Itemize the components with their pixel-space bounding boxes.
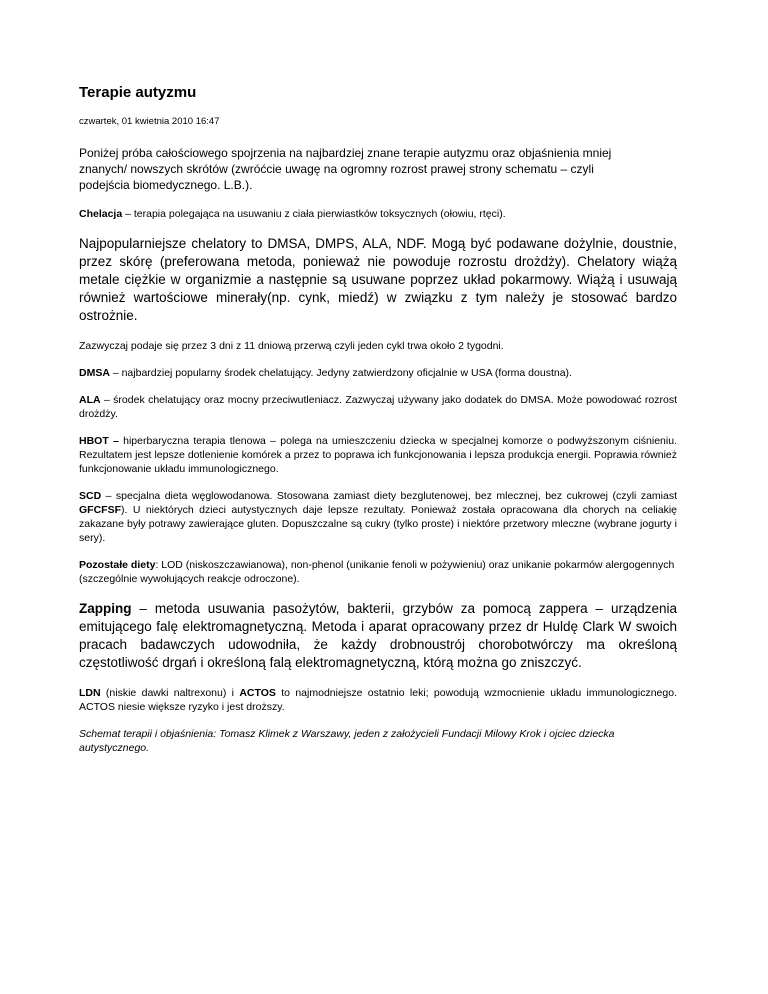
ldn-text-after: to najmodniejsze ostatnio leki; powodują wzmocnienie układu immunologicznego. ACTOS niesie większe ryzyko i jest droższy. <box>79 687 677 713</box>
footer-credit: Schemat terapii i objaśnienia: Tomasz Klimek z Warszawy, jeden z założycieli Fundacji Milowy Krok i ojciec dziecka autystycznego. <box>79 728 615 754</box>
hbot-text: hiperbaryczna terapia tlenowa – polega na umieszczeniu dziecka w specjalnej komorze o podwyższonym ciśnieniu. Rezultatem jest lepsze dotlenienie komórek a przez to poprawa ich funkcjonowania i lepsza produkcja energii. Poprawia również funkcjonowanie układu immunologicznego. <box>79 435 677 475</box>
hbot-paragraph <box>79 434 677 476</box>
ala-term: ALA <box>79 394 101 406</box>
scd-text-before: – specjalna dieta węglowodanowa. Stosowana zamiast diety bezglutenowej, bez mlecznej, bez cukrowej (czyli zamiast <box>101 490 677 502</box>
zapping-text: – metoda usuwania pasożytów, bakterii, grzybów za pomocą zappera – urządzenia emitującego falę elektromagnetyczną. Metoda i aparat opracowany przez dr Huldę Clark W swoich pracach badawczych udowodniła, że każdy drobnoustrój chorobotwórczy ma określoną częstotliwość drgań i określoną falą elektromagnetyczną, którą można go zniszczyć. <box>79 601 677 670</box>
hbot-term: HBOT – <box>79 435 119 447</box>
diets-text: : LOD (niskoszczawianowa), non-phenol (unikanie fenoli w pożywieniu) oraz unikanie pokarmów alergogennych (szczególnie wywołujących reakcje odroczone). <box>79 559 675 585</box>
diets-term: Pozostałe diety <box>79 559 156 571</box>
chelacja-text: – terapia polegająca na usuwaniu z ciała pierwiastków toksycznych (ołowiu, rtęci). <box>122 208 506 220</box>
dmsa-term: DMSA <box>79 367 110 379</box>
page-title: Terapie autyzmu <box>79 84 197 101</box>
zapping-term: Zapping <box>79 601 132 616</box>
ldn-paragraph <box>79 686 677 714</box>
actos-term: ACTOS <box>239 687 276 699</box>
chelacja-paragraph <box>79 207 677 221</box>
gfcfsf-term: GFCFSF <box>79 504 121 516</box>
document-page <box>79 84 677 767</box>
chelators-paragraph: Najpopularniejsze chelatory to DMSA, DMPS, ALA, NDF. Mogą być podawane dożylnie, doustnie, przez skórę (preferowana metoda, ponieważ nie powoduje rozrostu drożdży). Chelatory wiążą metale ciężkie w organizmie a następnie są usuwane poprzez układ pokarmowy. Wiążą i usuwają również wartościowe minerały(np. cynk, miedź) w związku z tym należy je stosować bardzo ostrożnie. <box>79 236 677 323</box>
ala-text: – środek chelatujący oraz mocny przeciwutleniacz. Zazwyczaj używany jako dodatek do DMSA. Może powodować rozrost drożdży. <box>79 394 677 420</box>
intro-paragraph: Poniżej próba całościowego spojrzenia na najbardziej znane terapie autyzmu oraz objaśnienia mniej znanych/ nowszych skrótów (zwróćcie uwagę na ogromny rozrost prawej strony schematu – czyli podejścia biomedycznego. L.B.). <box>79 146 612 192</box>
date-stamp: czwartek, 01 kwietnia 2010 16:47 <box>79 116 220 127</box>
ldn-text-before: (niskie dawki naltrexonu) i <box>100 687 240 699</box>
dmsa-paragraph <box>79 366 677 380</box>
scd-text-after: ). U niektórych dzieci autystycznych daje lepsze rezultaty. Ponieważ została opracowana dla chorych na celiakię zakazane były potrawy zawierające gluten. Dopuszczalne są cukry (tylko proste) i niektóre przetwory mleczne (wybrane jogurty i sery). <box>79 504 677 544</box>
diets-paragraph <box>79 558 677 586</box>
ldn-term: LDN <box>79 687 101 699</box>
chelacja-term: Chelacja <box>79 208 123 220</box>
dosage-paragraph: Zazwyczaj podaje się przez 3 dni z 11 dniową przerwą czyli jeden cykl trwa około 2 tygodni. <box>79 340 504 352</box>
scd-paragraph <box>79 489 677 545</box>
zapping-paragraph <box>79 600 677 672</box>
dmsa-text: – najbardziej popularny środek chelatujący. Jedyny zatwierdzony oficjalnie w USA (forma doustna). <box>109 367 572 379</box>
ala-paragraph <box>79 393 677 421</box>
scd-term: SCD <box>79 490 102 502</box>
